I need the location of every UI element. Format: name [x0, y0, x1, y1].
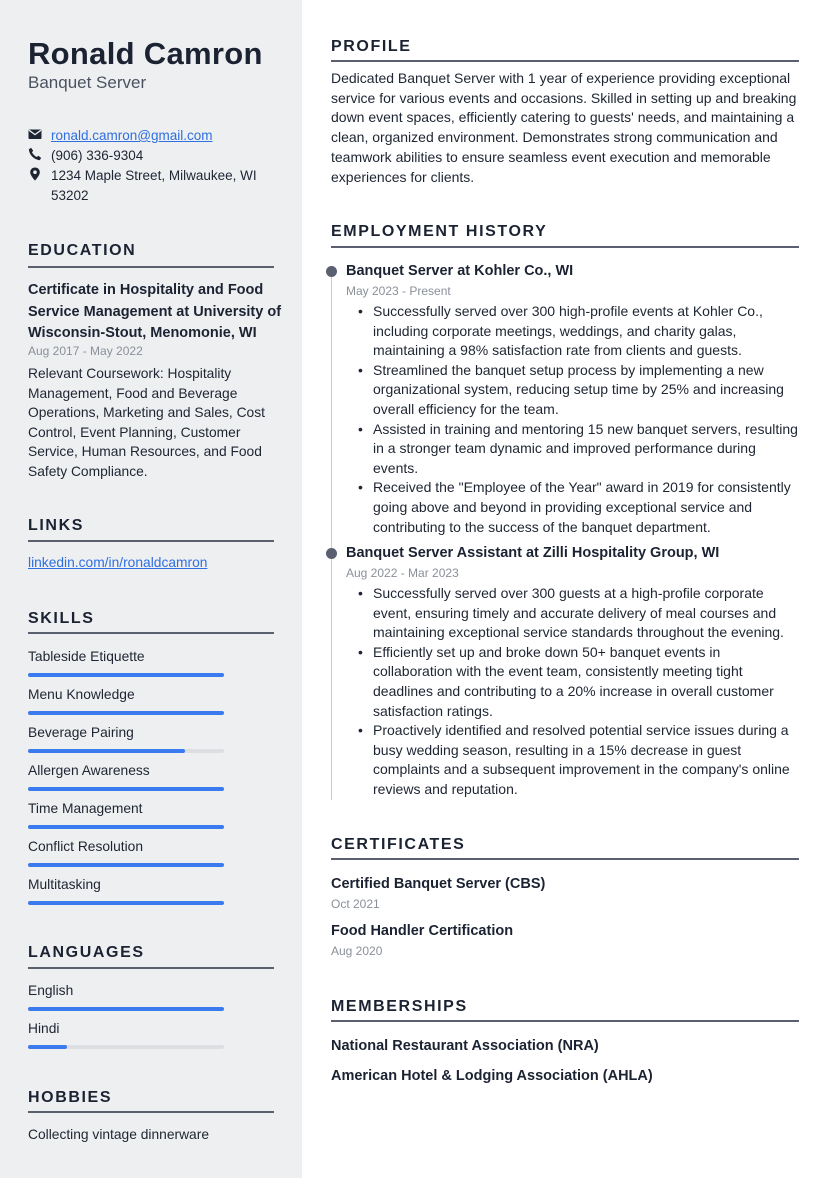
- job-bullet: • Proactively identified and resolved potential service issues during a busy wedding season, resulting in a 15% decrease in guest complaints and a subsequent improvement in the company's online reviews and reputation.: [356, 721, 801, 799]
- skills-heading: SKILLS: [28, 610, 95, 627]
- skill-bar-fill: [28, 749, 185, 753]
- job-dates: May 2023 - Present: [346, 284, 451, 298]
- education-description: Relevant Coursework: Hospitality Management, Food and Beverage Operations, Marketing and Sales, Cost Control, Event Planning, Customer Service, Human Resources, and Food Safety Compliance.: [28, 366, 265, 479]
- envelope-icon: [28, 127, 42, 141]
- skill-label: Beverage Pairing: [28, 725, 134, 740]
- job-bullets: [356, 584, 801, 800]
- certificate-date: Aug 2020: [331, 944, 383, 958]
- profile-divider: [331, 60, 799, 62]
- job-bullet: • Efficiently set up and broke down 50+ banquet events in collaboration with the event team, consistently meeting tight deadlines and contributing to a 20% increase in overall customer satisfaction ratings.: [356, 643, 801, 721]
- timeline-dot: [326, 266, 337, 277]
- skill-bar: [28, 711, 224, 715]
- contact-phone: [28, 146, 271, 166]
- contact-email: [28, 126, 271, 146]
- links-heading: LINKS: [28, 517, 84, 534]
- skill-bar-fill: [28, 673, 224, 677]
- timeline-line: [331, 268, 332, 800]
- skill-label: Menu Knowledge: [28, 687, 135, 702]
- membership-item: National Restaurant Association (NRA): [331, 1038, 599, 1054]
- education-dates: Aug 2017 - May 2022: [28, 344, 143, 358]
- certificates-divider: [331, 858, 799, 860]
- hobby-item: Collecting vintage dinnerware: [28, 1127, 209, 1142]
- education-degree: Certificate in Hospitality and Food Service Management at University of Wisconsin-Stout, Menomonie, WI: [28, 282, 282, 341]
- skill-bar-fill: [28, 863, 224, 867]
- timeline-dot: [326, 548, 337, 559]
- hobbies-heading: HOBBIES: [28, 1089, 113, 1106]
- job-dates: Aug 2022 - Mar 2023: [346, 566, 459, 580]
- certificate-date: Oct 2021: [331, 897, 380, 911]
- job-bullets: [356, 302, 801, 537]
- skill-bar-fill: [28, 711, 224, 715]
- skill-bar-fill: [28, 825, 224, 829]
- certificate-title: Certified Banquet Server (CBS): [331, 876, 546, 892]
- language-label: Hindi: [28, 1021, 60, 1036]
- skill-label: Multitasking: [28, 877, 101, 892]
- phone-icon: [28, 147, 42, 161]
- map-pin-icon: [28, 167, 42, 181]
- profile-heading: PROFILE: [331, 38, 412, 55]
- languages-heading: LANGUAGES: [28, 944, 145, 961]
- profile-text: Dedicated Banquet Server with 1 year of experience providing exceptional service for various events and occasions. Skilled in setting up and breaking down event spaces, efficiently catering to guests' needs, and maintaining a clean, organized environment. Demonstrates strong communication and teamwork abilities to ensure seamless event execution and memorable experiences for clients.: [331, 70, 797, 185]
- language-bar-fill: [28, 1007, 224, 1011]
- candidate-title: Banquet Server: [28, 73, 147, 92]
- language-bar-fill: [28, 1045, 67, 1049]
- skill-bar-fill: [28, 787, 224, 791]
- skill-label: Time Management: [28, 801, 143, 816]
- certificates-heading: CERTIFICATES: [331, 836, 466, 853]
- candidate-name: Ronald Camron: [28, 36, 263, 71]
- phone-text: (906) 336-9304: [51, 148, 144, 163]
- main-content: [302, 0, 833, 1178]
- job-title: Banquet Server Assistant at Zilli Hospitality Group, WI: [346, 545, 720, 561]
- job-bullet: • Successfully served over 300 guests at a high-profile corporate event, ensuring timely and accurate delivery of meal courses and maintaining exceptional service standards throughout the evening.: [356, 584, 801, 643]
- job-bullet: • Successfully served over 300 high-profile events at Kohler Co., including corporate meetings, weddings, and charity galas, maintaining a 98% satisfaction rate from clients and guests.: [356, 302, 801, 361]
- language-label: English: [28, 983, 74, 998]
- job-title: Banquet Server at Kohler Co., WI: [346, 263, 574, 279]
- memberships-divider: [331, 1020, 799, 1022]
- skill-bar: [28, 673, 224, 677]
- education-heading: EDUCATION: [28, 242, 137, 259]
- skills-divider: [28, 632, 274, 634]
- linkedin-link[interactable]: linkedin.com/in/ronaldcamron: [28, 555, 208, 570]
- skill-bar: [28, 749, 224, 753]
- contact-address: [28, 166, 271, 206]
- skill-label: Conflict Resolution: [28, 839, 144, 854]
- language-bar: [28, 1045, 224, 1049]
- memberships-heading: MEMBERSHIPS: [331, 998, 468, 1015]
- employment-divider: [331, 246, 799, 248]
- links-divider: [28, 540, 274, 542]
- language-bar: [28, 1007, 224, 1011]
- skill-label: Tableside Etiquette: [28, 649, 145, 664]
- job-bullet: • Received the "Employee of the Year" award in 2019 for consistently going above and beyond in providing exceptional service and contributing to the success of the banquet department.: [356, 478, 801, 537]
- sidebar: [0, 0, 302, 1178]
- certificate-title: Food Handler Certification: [331, 923, 514, 939]
- education-divider: [28, 266, 274, 268]
- email-link[interactable]: ronald.camron@gmail.com: [51, 128, 213, 143]
- skill-label: Allergen Awareness: [28, 763, 150, 778]
- job-bullet: • Assisted in training and mentoring 15 new banquet servers, resulting in a stronger team dynamic and improved performance during events.: [356, 420, 801, 479]
- membership-item: American Hotel & Lodging Association (AHLA): [331, 1068, 653, 1084]
- skill-bar: [28, 787, 224, 791]
- address-text: 1234 Maple Street, Milwaukee, WI 53202: [51, 168, 257, 203]
- skill-bar: [28, 825, 224, 829]
- hobbies-divider: [28, 1111, 274, 1113]
- skill-bar-fill: [28, 901, 224, 905]
- job-bullet: • Streamlined the banquet setup process by implementing a new organizational system, reducing setup time by 25% and increasing overall efficiency for the team.: [356, 361, 801, 420]
- employment-heading: EMPLOYMENT HISTORY: [331, 223, 548, 240]
- languages-divider: [28, 967, 274, 969]
- skill-bar: [28, 901, 224, 905]
- skill-bar: [28, 863, 224, 867]
